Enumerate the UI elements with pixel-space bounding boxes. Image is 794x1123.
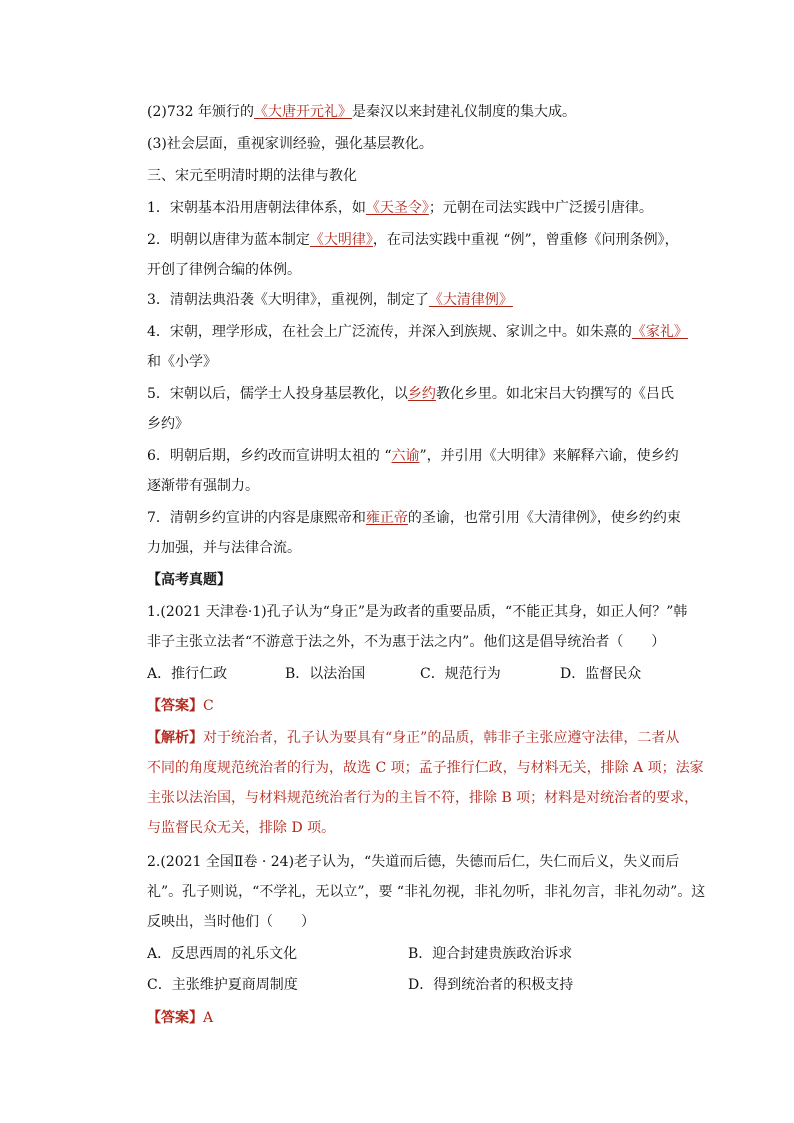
- question-2-answer: [147, 1008, 213, 1028]
- answer-value: A: [203, 1010, 214, 1026]
- answer-label: 【答案】: [147, 698, 203, 714]
- point-5-line-2: 乡约》: [147, 416, 189, 432]
- answer-label: 【答案】: [147, 1010, 203, 1026]
- question-1-option-b: B．以法治国: [285, 666, 366, 682]
- question-2-option-a: A．反思西周的礼乐文化: [147, 946, 298, 962]
- underlined-term: 乡约: [407, 386, 436, 402]
- point-7-line-1: [147, 508, 681, 528]
- question-2-option-c: C．主张维护夏商周制度: [147, 977, 298, 993]
- point-4-line-2: 和《小学》: [147, 354, 217, 370]
- point-2-line-2: 开创了律例合编的体例。: [147, 262, 301, 278]
- text-segment: 6．明朝后期，乡约改而宣讲明太祖的 “: [147, 448, 392, 464]
- point-6-line-1: [147, 446, 679, 466]
- text-segment: ”，并引用《大明律》来解释六谕，使乡约: [419, 448, 679, 464]
- paragraph-item-3: (3)社会层面，重视家训经验，强化基层教化。: [147, 136, 433, 152]
- underlined-term: 《大明律》: [309, 232, 373, 248]
- text-segment: 的圣谕，也常引用《大清律例》，使乡约约束: [407, 510, 681, 526]
- question-2-line-1: 2.(2021 全国Ⅱ卷 · 24)老子认为，“失道而后德，失德而后仁，失仁而后义，失义而后: [147, 854, 680, 870]
- analysis-label: 【解析】: [147, 730, 203, 746]
- point-4-line-1: [147, 322, 688, 342]
- text-segment: 2．明朝以唐律为蓝本制定: [147, 232, 310, 248]
- section-heading-3: 三、宋元至明清时期的法律与教化: [147, 168, 357, 184]
- underlined-term: 六谕: [391, 448, 420, 464]
- question-1-analysis-line-2: 不同的角度规范统治者的行为，故选 C 项；孟子推行仁政，与材料无关，排除 A 项；法家: [147, 760, 704, 776]
- text-segment: 3．清朝法典沿袭《大明律》，重视例，制定了: [147, 292, 429, 308]
- underlined-term: 雍正帝: [365, 510, 408, 526]
- question-2-line-3: 反映出，当时他们（ ）: [147, 914, 315, 930]
- question-2-option-b: B．迎合封建贵族政治诉求: [408, 946, 573, 962]
- text-segment: (2)732 年颁行的: [147, 104, 255, 120]
- point-5-line-1: [147, 384, 674, 404]
- question-1-option-d: D．监督民众: [560, 666, 642, 682]
- text-segment: 教化乡里。如北宋吕大钧撰写的《吕氏: [435, 386, 674, 402]
- question-2-line-2: 礼”。孔子则说，“不学礼，无以立”，要 “非礼勿视，非礼勿听，非礼勿言，非礼勿动”。这: [147, 884, 706, 900]
- question-1-line-1: 1.(2021 天津卷·1)孔子认为“身正”是为政者的重要品质，“不能正其身，如正人何？”韩: [147, 604, 688, 620]
- question-1-analysis-line-4: 与监督民众无关，排除 D 项。: [147, 820, 336, 836]
- text-segment: 1．宋朝基本沿用唐朝法律体系，如: [147, 200, 366, 216]
- text-segment: 7．清朝乡约宣讲的内容是康熙帝和: [147, 510, 366, 526]
- exam-heading: 【高考真题】: [147, 572, 231, 588]
- text-segment: 是秦汉以来封建礼仪制度的集大成。: [352, 104, 577, 120]
- question-2-option-d: D．得到统治者的积极支持: [408, 977, 574, 993]
- text-segment: 4．宋朝，理学形成，在社会上广泛流传，并深入到族规、家训之中。如朱熹的: [147, 324, 632, 340]
- text-segment: 5．宋朝以后，儒学士人投身基层教化，以: [147, 386, 408, 402]
- text-segment: ；元朝在司法实践中广泛援引唐律。: [428, 200, 653, 216]
- point-7-line-2: 力加强，并与法律合流。: [147, 540, 301, 556]
- question-1-option-a: A．推行仁政: [147, 666, 228, 682]
- question-1-analysis-line-1: [147, 728, 679, 748]
- analysis-text: 对于统治者，孔子认为要具有“身正”的品质，韩非子主张应遵守法律，二者从: [203, 730, 680, 746]
- paragraph-item-2: [147, 102, 576, 122]
- point-1: [147, 198, 653, 218]
- question-1-line-2: 非子主张立法者“不游意于法之外，不为惠于法之内”。他们这是倡导统治者（ ）: [147, 634, 666, 650]
- text-segment: ，在司法实践中重视 “例”，曾重修《问刑条例》，: [372, 232, 679, 248]
- question-1-answer: [147, 696, 214, 716]
- answer-value: C: [203, 698, 214, 714]
- underlined-term: 《大唐开元礼》: [254, 104, 353, 120]
- point-6-line-2: 逐渐带有强制力。: [147, 478, 259, 494]
- underlined-term: 《家礼》: [631, 324, 688, 340]
- question-1-option-c: C．规范行为: [420, 666, 501, 682]
- question-1-analysis-line-3: 主张以法治国，与材料规范统治者行为的主旨不符，排除 B 项；材料是对统治者的要求，: [147, 790, 699, 806]
- underlined-term: 《天圣令》: [365, 200, 429, 216]
- underlined-term: 《大清律例》: [428, 292, 513, 308]
- point-3: [147, 290, 513, 310]
- point-2-line-1: [147, 230, 679, 250]
